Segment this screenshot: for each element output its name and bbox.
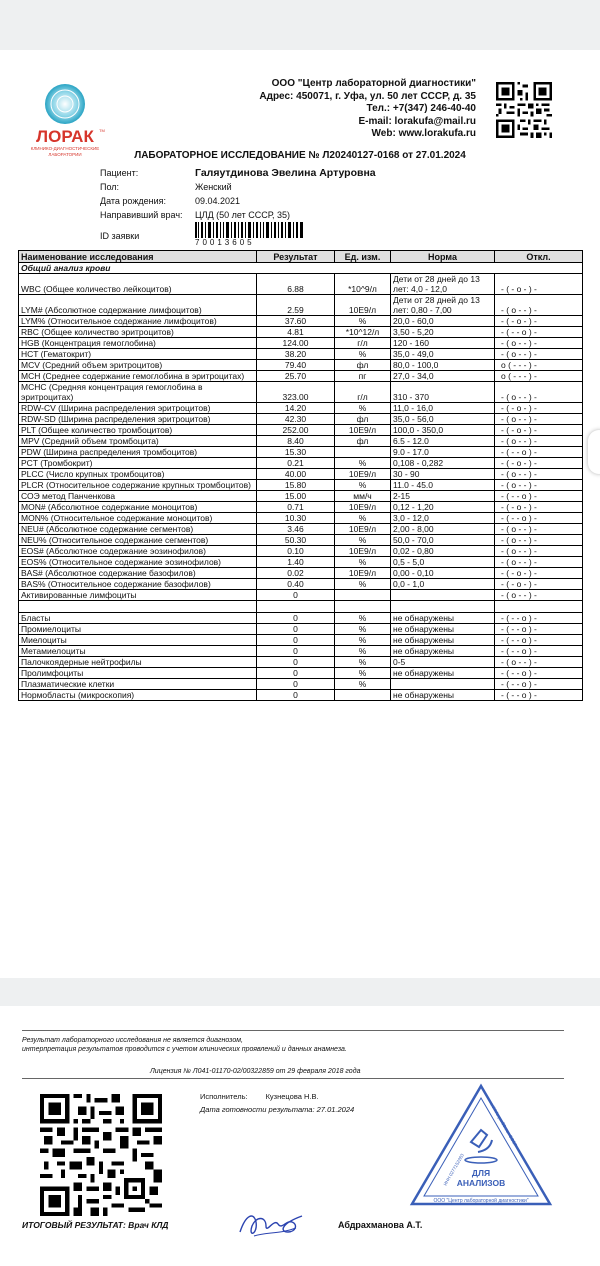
row-result: 0.40	[257, 579, 335, 590]
row-deviation: - ( о - - ) -	[495, 414, 583, 425]
row-result: 40.00	[257, 469, 335, 480]
row-deviation: - ( о - - ) -	[495, 657, 583, 668]
table-row	[19, 382, 583, 403]
col-header-norm: Норма	[391, 251, 495, 263]
row-name: LYM# (Абсолютное содержание лимфоцитов)	[19, 295, 257, 316]
row-unit: %	[335, 624, 391, 635]
row-name: Нормобласты (микроскопия)	[19, 690, 257, 701]
row-norm: 3,0 - 12,0	[391, 513, 495, 524]
row-name: BAS# (Абсолютное содержание базофилов)	[19, 568, 257, 579]
row-norm: 0,02 - 0,80	[391, 546, 495, 557]
row-name: PLT (Общее количество тромбоцитов)	[19, 425, 257, 436]
row-norm: 27,0 - 34,0	[391, 371, 495, 382]
row-result: 15.30	[257, 447, 335, 458]
table-row	[19, 414, 583, 425]
row-norm: 6.5 - 12.0	[391, 436, 495, 447]
row-unit: *10^9/л	[335, 274, 391, 295]
row-deviation: - ( - о - ) -	[495, 316, 583, 327]
row-norm: 50,0 - 70,0	[391, 535, 495, 546]
divider	[22, 1078, 564, 1079]
row-unit: фл	[335, 436, 391, 447]
patient-sex: Женский	[195, 182, 232, 192]
row-norm: не обнаружены	[391, 635, 495, 646]
row-unit: *10^12/л	[335, 327, 391, 338]
row-name	[19, 601, 257, 613]
row-result: 124.00	[257, 338, 335, 349]
row-unit: 10Е9/л	[335, 502, 391, 513]
qr-code-icon	[496, 82, 552, 138]
svg-text:КЛИНИКО-ДИАГНОСТИЧЕСКИЕ: КЛИНИКО-ДИАГНОСТИЧЕСКИЕ	[30, 146, 100, 151]
row-unit: %	[335, 403, 391, 414]
patient-info: Пациент: Галяутдинова Эвелина Артуровна Пол: Женский Дата рождения: 09.04.2021 Направивший врач: ЦЛД (50 лет СССР, 35) ID заявки	[100, 167, 376, 241]
executor-block: Исполнитель: Кузнецова Н.В. Дата готовности результата: 27.01.2024	[200, 1092, 355, 1114]
row-unit: %	[335, 579, 391, 590]
row-result: 0	[257, 646, 335, 657]
table-row	[19, 557, 583, 568]
section-title: Общий анализ крови	[19, 263, 257, 274]
table-row	[19, 425, 583, 436]
svg-text:ООО "Центр лабораторной диагно: ООО "Центр лабораторной диагностики"	[433, 1198, 529, 1204]
ready-date: 27.01.2024	[316, 1105, 355, 1114]
row-unit: г/л	[335, 338, 391, 349]
row-name: Метамиелоциты	[19, 646, 257, 657]
row-deviation: - ( - - о ) -	[495, 668, 583, 679]
table-row	[19, 668, 583, 679]
request-id-label: ID заявки	[100, 231, 140, 241]
row-deviation: - ( - - о ) -	[495, 513, 583, 524]
row-unit: пг	[335, 371, 391, 382]
row-result: 0.71	[257, 502, 335, 513]
row-name: Плазматические клетки	[19, 679, 257, 690]
row-norm: 80,0 - 100,0	[391, 360, 495, 371]
table-row	[19, 524, 583, 535]
row-name: MCV (Средний объем эритроцитов)	[19, 360, 257, 371]
row-result: 42.30	[257, 414, 335, 425]
row-norm: 35,0 - 49,0	[391, 349, 495, 360]
report-title: ЛАБОРАТОРНОЕ ИССЛЕДОВАНИЕ № Л20240127-0168 от 27.01.2024	[134, 150, 466, 161]
row-name: MPV (Средний объем тромбоцита)	[19, 436, 257, 447]
row-name: RBC (Общее количество эритроцитов)	[19, 327, 257, 338]
row-result: 0.21	[257, 458, 335, 469]
row-unit: %	[335, 646, 391, 657]
side-scroll-handle[interactable]	[588, 430, 600, 474]
row-deviation: - ( - - о ) -	[495, 624, 583, 635]
row-name: HGB (Концентрация гемоглобина)	[19, 338, 257, 349]
row-name: RDW-SD (Ширина распределения эритроцитов)	[19, 414, 257, 425]
row-deviation: - ( - - о ) -	[495, 635, 583, 646]
row-deviation: - ( о - - ) -	[495, 295, 583, 316]
row-unit	[335, 590, 391, 601]
row-deviation: - ( о - - ) -	[495, 557, 583, 568]
row-norm: не обнаружены	[391, 668, 495, 679]
svg-text:ЛАБОРАТОРИИ: ЛАБОРАТОРИИ	[48, 152, 82, 157]
row-deviation: - ( - о - ) -	[495, 274, 583, 295]
row-unit: %	[335, 513, 391, 524]
row-result	[257, 601, 335, 613]
row-result: 252.00	[257, 425, 335, 436]
row-unit: %	[335, 613, 391, 624]
row-result: 0	[257, 690, 335, 701]
row-deviation: - ( - - о ) -	[495, 491, 583, 502]
col-header-result: Результат	[257, 251, 335, 263]
row-deviation: - ( - о - ) -	[495, 403, 583, 414]
row-result: 38.20	[257, 349, 335, 360]
row-norm	[391, 679, 495, 690]
row-unit: %	[335, 480, 391, 491]
table-row	[19, 403, 583, 414]
row-norm: 0-5	[391, 657, 495, 668]
table-row	[19, 601, 583, 613]
row-name: СОЭ метод Панченкова	[19, 491, 257, 502]
row-norm: 120 - 160	[391, 338, 495, 349]
row-result: 1.40	[257, 557, 335, 568]
svg-text:г. УФА, ул. 50 лет СССР: г. УФА, ул. 50 лет СССР	[489, 1102, 519, 1148]
org-address: Адрес: 450071, г. Уфа, ул. 50 лет СССР, д. 35	[259, 90, 476, 102]
row-name: HCT (Гематокрит)	[19, 349, 257, 360]
row-deviation: - ( - о - ) -	[495, 502, 583, 513]
row-result: 15.80	[257, 480, 335, 491]
row-unit	[335, 601, 391, 613]
row-result: 8.40	[257, 436, 335, 447]
section-row	[19, 263, 583, 274]
row-result: 3.46	[257, 524, 335, 535]
table-row	[19, 535, 583, 546]
row-norm: не обнаружены	[391, 613, 495, 624]
row-result: 0	[257, 624, 335, 635]
row-norm: 9.0 - 17.0	[391, 447, 495, 458]
table-row	[19, 513, 583, 524]
row-unit: фл	[335, 360, 391, 371]
row-unit: г/л	[335, 382, 391, 403]
org-phone: Тел.: +7(347) 246-40-40	[366, 103, 476, 114]
row-name: Промиелоциты	[19, 624, 257, 635]
row-unit: мм/ч	[335, 491, 391, 502]
final-result-label: ИТОГОВЫЙ РЕЗУЛЬТАТ: Врач КЛД	[22, 1220, 169, 1230]
row-deviation: - ( о - - ) -	[495, 480, 583, 491]
table-row	[19, 502, 583, 513]
table-row	[19, 579, 583, 590]
row-name: BAS% (Относительное содержание базофилов)	[19, 579, 257, 590]
row-unit: %	[335, 679, 391, 690]
table-row	[19, 274, 583, 295]
row-name: EOS% (Относительное содержание эозинофилов)	[19, 557, 257, 568]
row-norm: 3,50 - 5,20	[391, 327, 495, 338]
row-deviation: - ( - - о ) -	[495, 690, 583, 701]
row-deviation: - ( о - - ) -	[495, 590, 583, 601]
table-row	[19, 458, 583, 469]
row-norm: 0,5 - 5,0	[391, 557, 495, 568]
row-result: 0.10	[257, 546, 335, 557]
row-deviation: - ( о - - ) -	[495, 546, 583, 557]
row-deviation: - ( о - - ) -	[495, 469, 583, 480]
table-row	[19, 624, 583, 635]
row-result: 0	[257, 613, 335, 624]
row-norm: не обнаружены	[391, 690, 495, 701]
row-name: Бласты	[19, 613, 257, 624]
row-unit: %	[335, 316, 391, 327]
row-result: 323.00	[257, 382, 335, 403]
row-norm: 11.0 - 45.0	[391, 480, 495, 491]
row-unit: %	[335, 657, 391, 668]
row-norm: 30 - 90	[391, 469, 495, 480]
col-header-name: Наименование исследования	[19, 251, 257, 263]
referring-doctor: ЦЛД (50 лет СССР, 35)	[195, 210, 291, 220]
row-norm: Дети от 28 дней до 13 лет: 0,80 - 7,00	[391, 295, 495, 316]
row-unit: %	[335, 535, 391, 546]
table-row	[19, 568, 583, 579]
table-row	[19, 613, 583, 624]
row-name: Пролимфоциты	[19, 668, 257, 679]
row-name: NEU% (Относительное содержание сегментов)	[19, 535, 257, 546]
row-result: 0	[257, 679, 335, 690]
table-row	[19, 371, 583, 382]
row-norm	[391, 590, 495, 601]
row-name: Активированные лимфоциты	[19, 590, 257, 601]
row-deviation: - ( - о - ) -	[495, 425, 583, 436]
row-norm: Дети от 28 дней до 13 лет: 4,0 - 12,0	[391, 274, 495, 295]
row-result: 14.20	[257, 403, 335, 414]
row-unit: 10Е9/л	[335, 295, 391, 316]
row-name: PLCR (Относительное содержание крупных тромбоцитов)	[19, 480, 257, 491]
row-result: 79.40	[257, 360, 335, 371]
table-row	[19, 295, 583, 316]
row-norm: 35,0 - 56,0	[391, 414, 495, 425]
row-unit: %	[335, 349, 391, 360]
row-name: PCT (Тромбокрит)	[19, 458, 257, 469]
row-result: 37.60	[257, 316, 335, 327]
row-deviation: о ( - - - ) -	[495, 371, 583, 382]
row-name: PDW (Ширина распределения тромбоцитов)	[19, 447, 257, 458]
row-norm: 2-15	[391, 491, 495, 502]
row-deviation: - ( - - о ) -	[495, 613, 583, 624]
row-norm: не обнаружены	[391, 624, 495, 635]
row-deviation: - ( - - о ) -	[495, 447, 583, 458]
org-email: E-mail: lorakufa@mail.ru	[358, 115, 476, 127]
col-header-deviation: Откл.	[495, 251, 583, 263]
patient-name: Галяутдинова Эвелина Артуровна	[195, 167, 376, 179]
org-web: Web: www.lorakufa.ru	[371, 128, 476, 139]
table-row	[19, 480, 583, 491]
row-deviation: - ( о - - ) -	[495, 338, 583, 349]
divider	[22, 1030, 564, 1031]
patient-dob: 09.04.2021	[195, 196, 241, 206]
row-norm	[391, 601, 495, 613]
row-norm: не обнаружены	[391, 646, 495, 657]
doctor-name: Абдрахманова А.Т.	[338, 1220, 423, 1230]
table-row	[19, 338, 583, 349]
svg-text:ИНН 0277152263: ИНН 0277152263	[442, 1152, 465, 1187]
row-unit: %	[335, 635, 391, 646]
row-unit	[335, 447, 391, 458]
table-row	[19, 360, 583, 371]
row-name: Миелоциты	[19, 635, 257, 646]
row-unit: %	[335, 668, 391, 679]
table-row	[19, 590, 583, 601]
row-name: MON% (Относительное содержание моноцитов)	[19, 513, 257, 524]
row-deviation: - ( - о - ) -	[495, 458, 583, 469]
row-unit: 10Е9/л	[335, 568, 391, 579]
row-result: 15.00	[257, 491, 335, 502]
row-name: EOS# (Абсолютное содержание эозинофилов)	[19, 546, 257, 557]
row-result: 10.30	[257, 513, 335, 524]
executor-name: Кузнецова Н.В.	[265, 1092, 319, 1101]
row-norm: 0,108 - 0,282	[391, 458, 495, 469]
row-norm: 0,0 - 1,0	[391, 579, 495, 590]
col-header-unit: Ед. изм.	[335, 251, 391, 263]
row-deviation: о ( - - - ) -	[495, 360, 583, 371]
table-row	[19, 316, 583, 327]
org-name: ООО "Центр лабораторной диагностики"	[271, 78, 476, 89]
row-unit: 10Е9/л	[335, 524, 391, 535]
lab-stamp-icon	[408, 1082, 554, 1212]
report-page-1	[0, 50, 600, 978]
table-header-row	[19, 251, 583, 263]
row-name: PLCC (Число крупных тромбоцитов)	[19, 469, 257, 480]
qr-code-icon	[40, 1094, 162, 1216]
row-unit	[335, 690, 391, 701]
row-deviation: - ( о - - ) -	[495, 524, 583, 535]
row-unit: 10Е9/л	[335, 469, 391, 480]
row-result: 0	[257, 668, 335, 679]
barcode-number: 70013605	[195, 238, 303, 247]
row-unit: %	[335, 557, 391, 568]
row-name: MON# (Абсолютное содержание моноцитов)	[19, 502, 257, 513]
table-row	[19, 646, 583, 657]
row-result: 6.88	[257, 274, 335, 295]
row-result: 4.81	[257, 327, 335, 338]
signature-icon	[236, 1206, 306, 1242]
license-text: Лицензия № Л041-01170-02/00322859 от 29 февраля 2018 года	[150, 1068, 361, 1075]
logo-text: ЛОРАК	[36, 127, 94, 146]
table-row	[19, 469, 583, 480]
row-norm: 0,00 - 0,10	[391, 568, 495, 579]
row-unit: %	[335, 458, 391, 469]
row-norm: 0,12 - 1,20	[391, 502, 495, 513]
table-row	[19, 436, 583, 447]
row-unit: фл	[335, 414, 391, 425]
row-deviation: - ( - о - ) -	[495, 568, 583, 579]
table-row	[19, 546, 583, 557]
row-name: RDW-CV (Ширина распределения эритроцитов)	[19, 403, 257, 414]
svg-text:TM: TM	[99, 128, 105, 133]
row-result: 25.70	[257, 371, 335, 382]
results-table	[18, 250, 583, 701]
org-details	[259, 78, 476, 141]
row-deviation: - ( - - о ) -	[495, 646, 583, 657]
row-result: 2.59	[257, 295, 335, 316]
row-name: WBC (Общее количество лейкоцитов)	[19, 274, 257, 295]
row-deviation: - ( о - - ) -	[495, 436, 583, 447]
row-unit: 10Е9/л	[335, 425, 391, 436]
table-row	[19, 349, 583, 360]
table-row	[19, 679, 583, 690]
row-result: 0	[257, 590, 335, 601]
table-row	[19, 635, 583, 646]
row-result: 50.30	[257, 535, 335, 546]
table-row	[19, 657, 583, 668]
row-deviation: - ( о - - ) -	[495, 382, 583, 403]
report-page-2	[0, 1006, 600, 1266]
row-name: MCH (Среднее содержание гемоглобина в эритроцитах)	[19, 371, 257, 382]
row-name: LYM% (Относительное содержание лимфоцитов)	[19, 316, 257, 327]
row-unit: 10Е9/л	[335, 546, 391, 557]
table-row	[19, 690, 583, 701]
table-row	[19, 491, 583, 502]
row-deviation	[495, 601, 583, 613]
row-name: MCHC (Средняя концентрация гемоглобина в эритроцитах)	[19, 382, 257, 403]
svg-text:АНАЛИЗОВ: АНАЛИЗОВ	[456, 1178, 506, 1188]
row-norm: 20,0 - 60,0	[391, 316, 495, 327]
row-result: 0.02	[257, 568, 335, 579]
row-deviation: - ( - - о ) -	[495, 327, 583, 338]
row-deviation: - ( о - - ) -	[495, 349, 583, 360]
svg-text:ДЛЯ: ДЛЯ	[471, 1168, 491, 1178]
row-norm: 2,00 - 8,00	[391, 524, 495, 535]
row-name: Палочкоядерные нейтрофилы	[19, 657, 257, 668]
row-deviation: - ( - о - ) -	[495, 579, 583, 590]
table-row	[19, 327, 583, 338]
table-row	[19, 447, 583, 458]
row-result: 0	[257, 635, 335, 646]
row-deviation: - ( о - - ) -	[495, 535, 583, 546]
row-norm: 310 - 370	[391, 382, 495, 403]
row-result: 0	[257, 657, 335, 668]
row-deviation: - ( - - о ) -	[495, 679, 583, 690]
row-norm: 100,0 - 350,0	[391, 425, 495, 436]
disclaimer: Результат лабораторного исследования не является диагнозом, интерпретация результатов проводится с учетом клинических проявлений и данных анамнеза.	[22, 1037, 347, 1053]
row-norm: 11,0 - 16,0	[391, 403, 495, 414]
row-name: NEU# (Абсолютное содержание сегментов)	[19, 524, 257, 535]
